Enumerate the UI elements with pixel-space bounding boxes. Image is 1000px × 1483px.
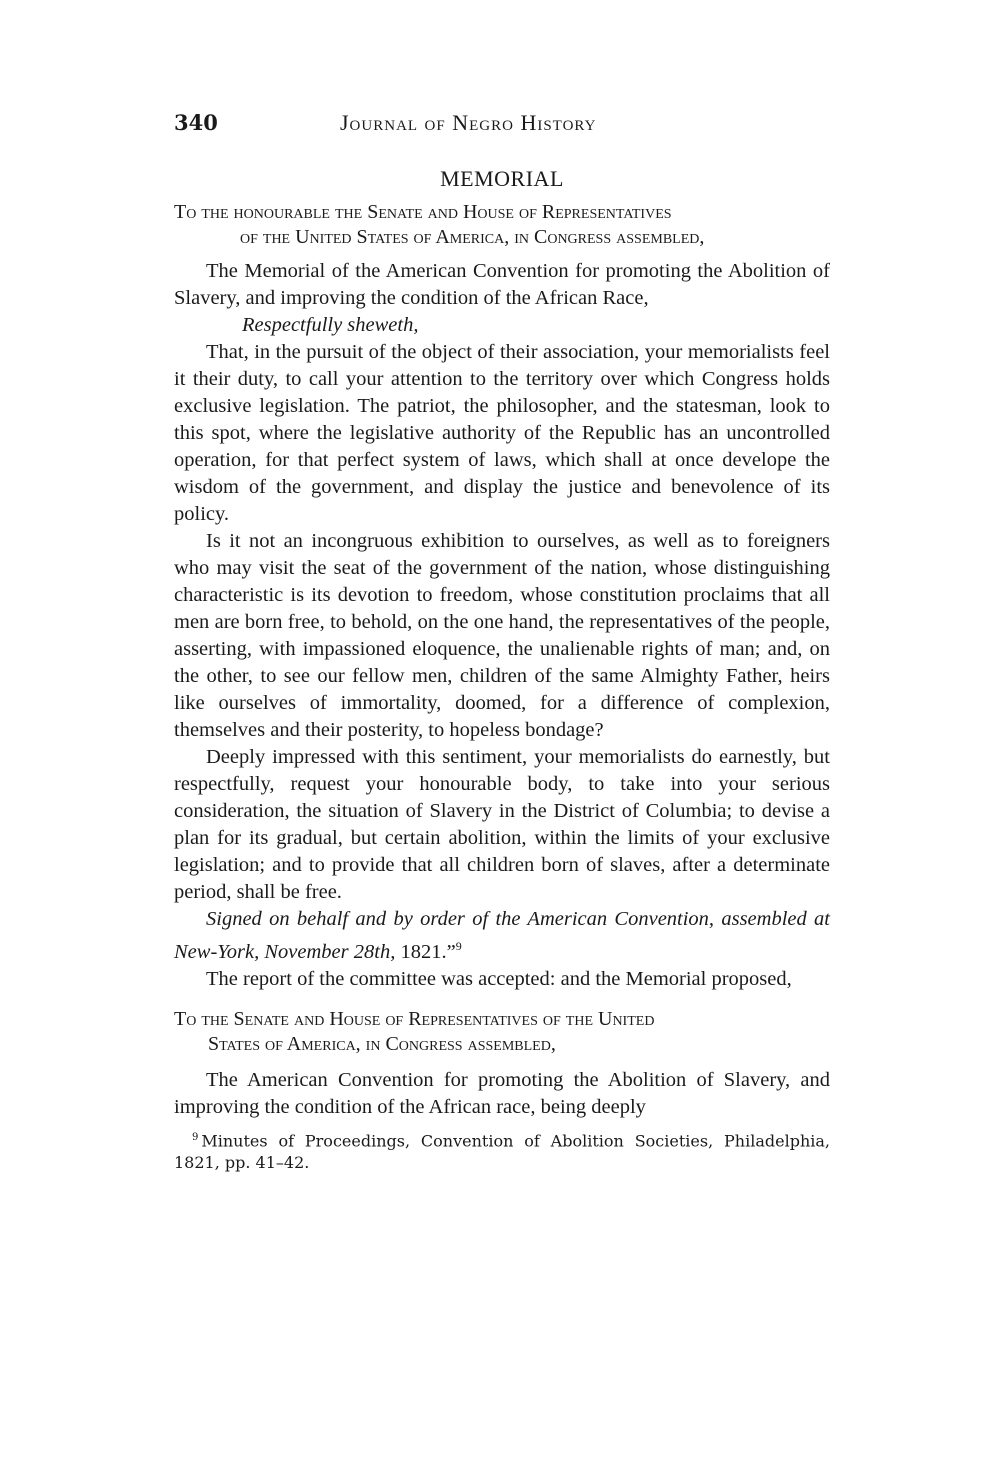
running-head <box>174 110 830 146</box>
address-1-line-2: of the United States of America, in Congress assembled, <box>240 226 705 248</box>
address-1-line-1: To the honourable the Senate and House of Representatives <box>174 201 672 223</box>
journal-title: Journal of Negro History <box>340 110 597 135</box>
address-2-line-2: States of America, in Congress assembled, <box>208 1032 556 1055</box>
body-paragraph-3: Deeply impressed with this sentiment, your memorialists do earnestly, but respectfully, request your honourable body, to take into your serious consideration, the situation of Slavery in the District of Columbia; to devise a plan for its gradual, but certain abolition, within the limits of your exclusive legislation; and to provide that all children born of slaves, after a determinate period, shall be free. <box>174 746 830 903</box>
address-block-2 <box>174 1007 830 1057</box>
signature-text: Signed on behalf and by order of the American Convention, assembled at New-York, November 28th, <box>174 908 830 963</box>
body-paragraph-1: That, in the pursuit of the object of their association, your memorialists feel it their duty, to call your attention to the territory over which Congress holds exclusive legislation. The patriot, the philosopher, and the statesman, look to this spot, where the legislative authority of the Republic has an uncontrolled operation, for that perfect system of laws, which shall at once develope the wisdom of the government, and display the justice and benevolence of its policy. <box>174 341 830 525</box>
footnote-mark: 9 <box>192 1131 199 1143</box>
signature-paragraph <box>174 906 830 966</box>
body-paragraph-4: The report of the committee was accepted: and the Memorial proposed, <box>206 967 792 990</box>
signature-year: 1821. <box>400 940 447 963</box>
footnote-reference: 9 <box>455 939 462 953</box>
signature-closing-quote: ” <box>446 940 456 963</box>
intro-paragraph: The Memorial of the American Convention for promoting the Abolition of Slavery, and improving the condition of the African Race, <box>174 260 830 309</box>
body-paragraph-5: The American Convention for promoting the Abolition of Slavery, and improving the condition of the African race, being deeply <box>174 1068 830 1118</box>
footnote <box>174 1127 830 1174</box>
address-block-1 <box>174 200 830 250</box>
document-page <box>174 110 830 1174</box>
body-paragraph-2: Is it not an incongruous exhibition to ourselves, as well as to foreigners who may visit the seat of the government of the nation, whose distinguishing characteristic is its devotion to freedom, whose constitution proclaims that all men are born free, to behold, on the one hand, the representatives of the people, asserting, with impassioned eloquence, the unalienable rights of man; and, on the other, to see our fellow men, children of the same Almighty Father, heirs like ourselves of immortality, doomed, for a difference of complexion, themselves and their posterity, to hopeless bondage? <box>174 530 830 741</box>
page-number: 340 <box>174 110 218 135</box>
salutation: Respectfully sheweth, <box>242 314 419 336</box>
footnote-text: Minutes of Proceedings, Convention of Abolition Societies, Philadelphia, 1821, pp. 41–42. <box>174 1131 830 1173</box>
memorial-heading: MEMORIAL <box>440 166 564 191</box>
address-2-line-1: To the Senate and House of Representatives of the United <box>174 1007 655 1030</box>
